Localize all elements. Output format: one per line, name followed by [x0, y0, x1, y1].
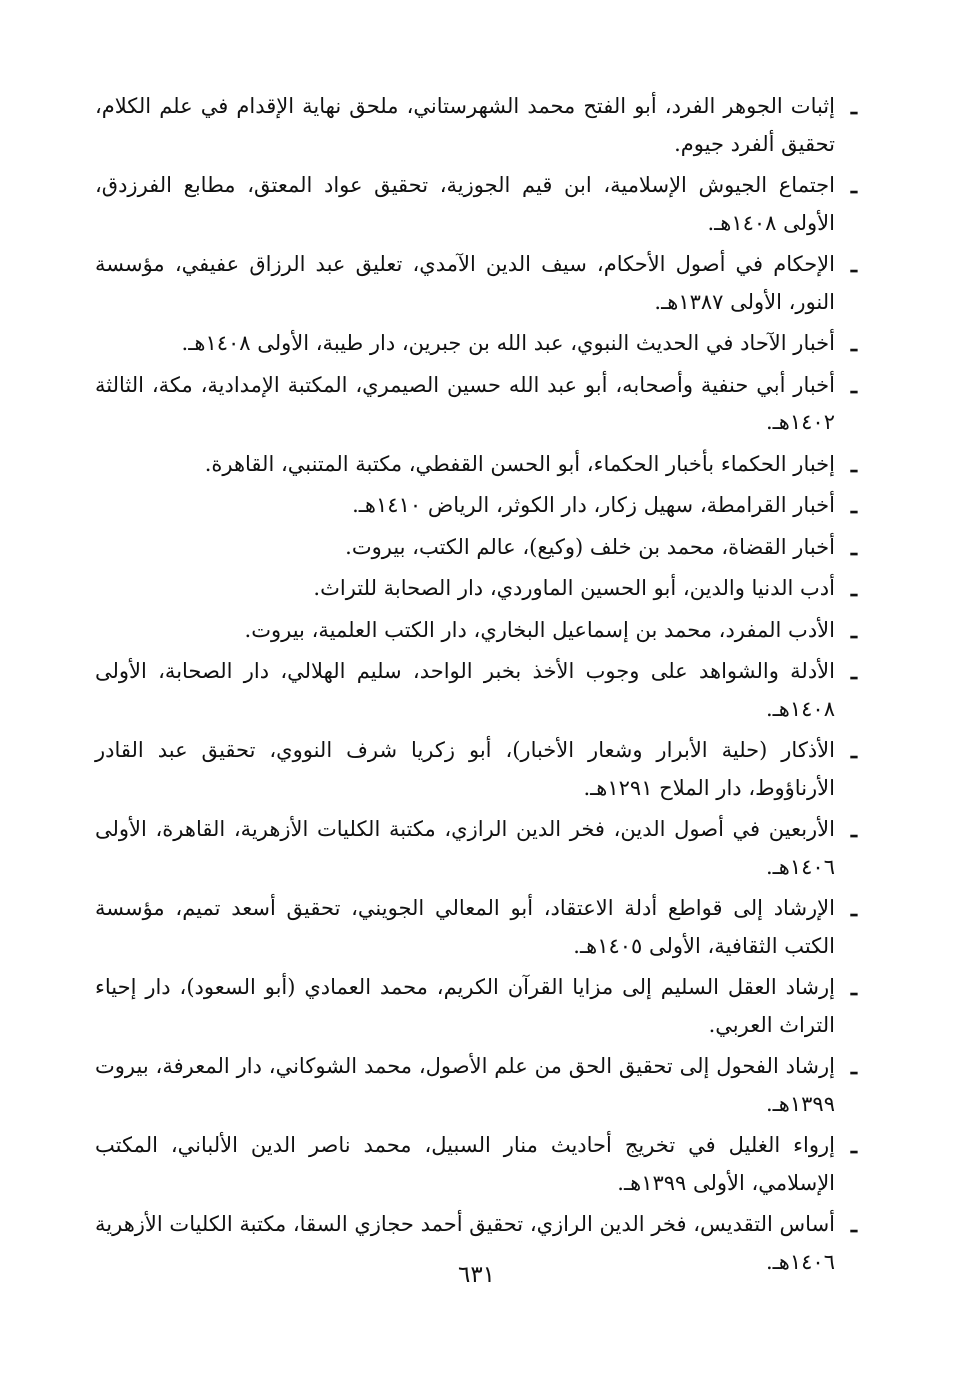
entry-text: إثبات الجوهر الفرد، أبو الفتح محمد الشهرستاني، ملحق نهاية الإقدام في علم الكلام، تحقيق ألفرد جيوم.	[95, 94, 835, 156]
bibliography-entry	[95, 167, 865, 242]
entry-text: أخبار الآحاد في الحديث النبوي، عبد الله بن جبرين، دار طيبة، الأولى ١٤٠٨هـ.	[181, 331, 835, 355]
entry-dash-marker: ـ	[850, 896, 858, 921]
entry-text: إخبار الحكماء بأخبار الحكماء، أبو الحسن القفطي، مكتبة المتنبي، القاهرة.	[204, 451, 835, 476]
bibliography-entry	[95, 612, 865, 650]
bibliography-entry	[95, 732, 865, 807]
bibliography-entry	[95, 325, 865, 363]
bibliography-entry	[95, 487, 865, 525]
entry-text: الأذكار (حلية الأبرار وشعار الأخبار)، أبو زكريا شرف النووي، تحقيق عبد القادر الأرناؤوط، دار الملاح ١٢٩١هـ.	[95, 738, 835, 800]
entry-dash-marker: ـ	[850, 252, 858, 277]
bibliography-entry	[95, 653, 865, 728]
entry-text: الأربعين في أصول الدين، فخر الدين الرازي، مكتبة الكليات الأزهرية، القاهرة، الأولى ١٤٠٦هـ.	[95, 817, 835, 879]
entry-text: الأدب المفرد، محمد بن إسماعيل البخاري، دار الكتب العلمية، بيروت.	[244, 617, 835, 642]
entry-dash-marker: ـ	[850, 493, 858, 518]
entry-dash-marker: ـ	[850, 1212, 858, 1237]
bibliography-entry	[95, 367, 865, 442]
entry-text: إرشاد الفحول إلى تحقيق الحق من علم الأصول، محمد الشوكاني، دار المعرفة، بيروت ١٣٩٩هـ.	[95, 1054, 835, 1116]
entry-dash-marker: ـ	[850, 534, 858, 560]
entry-text: إرواء الغليل في تخريج أحاديث منار السبيل، محمد ناصر الدين الألباني، المكتب الإسلامي، الأولى ١٣٩٩هـ.	[95, 1133, 835, 1195]
entry-dash-marker: ـ	[850, 372, 858, 398]
entry-dash-marker: ـ	[850, 817, 858, 842]
entry-dash-marker: ـ	[850, 173, 858, 198]
bibliography-entry	[95, 446, 865, 484]
entry-text: أخبار أبي حنفية وأصحابه، أبو عبد الله حسين الصيمري، المكتبة الإمدادية، مكة، الثالثة ١٤٠٢هـ.	[95, 372, 835, 434]
bibliography-entry	[95, 1127, 865, 1202]
entry-dash-marker: ـ	[850, 617, 858, 643]
bibliography-entry	[95, 1048, 865, 1123]
entry-text: الأدلة والشواهد على وجوب الأخذ بخبر الواحد، سليم الهلالي، دار الصحابة، الأولى ١٤٠٨هـ.	[95, 659, 835, 721]
entry-text: الإحكام في أصول الأحكام، سيف الدين الآمدي، تعليق عبد الرزاق عفيفي، مؤسسة النور، الأولى ١٣٨٧هـ.	[95, 252, 835, 314]
bibliography-entry	[95, 969, 865, 1044]
entry-dash-marker: ـ	[850, 576, 858, 601]
entry-dash-marker: ـ	[850, 451, 858, 477]
entry-text: إرشاد العقل السليم إلى مزايا القرآن الكريم، محمد العمادي (أبو السعود)، دار إحياء التراث العربي.	[95, 975, 835, 1037]
entry-text: اجتماع الجيوش الإسلامية، ابن قيم الجوزية، تحقيق عواد المعتق، مطابع الفرزدق، الأولى ١٤٠٨هـ.	[95, 173, 835, 235]
page-number: ٦٣١	[457, 1262, 496, 1288]
entry-dash-marker: ـ	[850, 94, 858, 119]
bibliography-entry	[95, 890, 865, 965]
bibliography-entry	[95, 529, 865, 567]
entry-dash-marker: ـ	[850, 659, 858, 684]
entry-dash-marker: ـ	[850, 1133, 858, 1158]
bibliography-entry	[95, 570, 865, 608]
entry-text: الإرشاد إلى قواطع أدلة الاعتقاد، أبو المعالي الجويني، تحقيق أسعد تميم، مؤسسة الكتب الثقافية، الأولى ١٤٠٥هـ.	[95, 896, 835, 958]
entry-dash-marker: ـ	[850, 975, 858, 1000]
bibliography-list	[95, 88, 865, 1285]
bibliography-entry	[95, 88, 865, 163]
entry-text: أساس التقديس، فخر الدين الرازي، تحقيق أحمد حجازي السقا، مكتبة الكليات الأزهرية ١٤٠٦هـ.	[95, 1212, 835, 1274]
entry-dash-marker: ـ	[850, 331, 858, 356]
bibliography-entry	[95, 246, 865, 321]
entry-text: أخبار القضاة، محمد بن خلف (وكيع)، عالم الكتب، بيروت.	[345, 534, 835, 559]
entry-text: أخبار القرامطة، سهيل زكار، دار الكوثر، الرياض ١٤١٠هـ.	[352, 493, 835, 517]
entry-dash-marker: ـ	[850, 738, 858, 763]
bibliography-entry	[95, 811, 865, 886]
entry-text: أدب الدنيا والدين، أبو الحسين الماوردي، دار الصحابة للتراث.	[313, 576, 835, 600]
entry-dash-marker: ـ	[850, 1054, 858, 1079]
